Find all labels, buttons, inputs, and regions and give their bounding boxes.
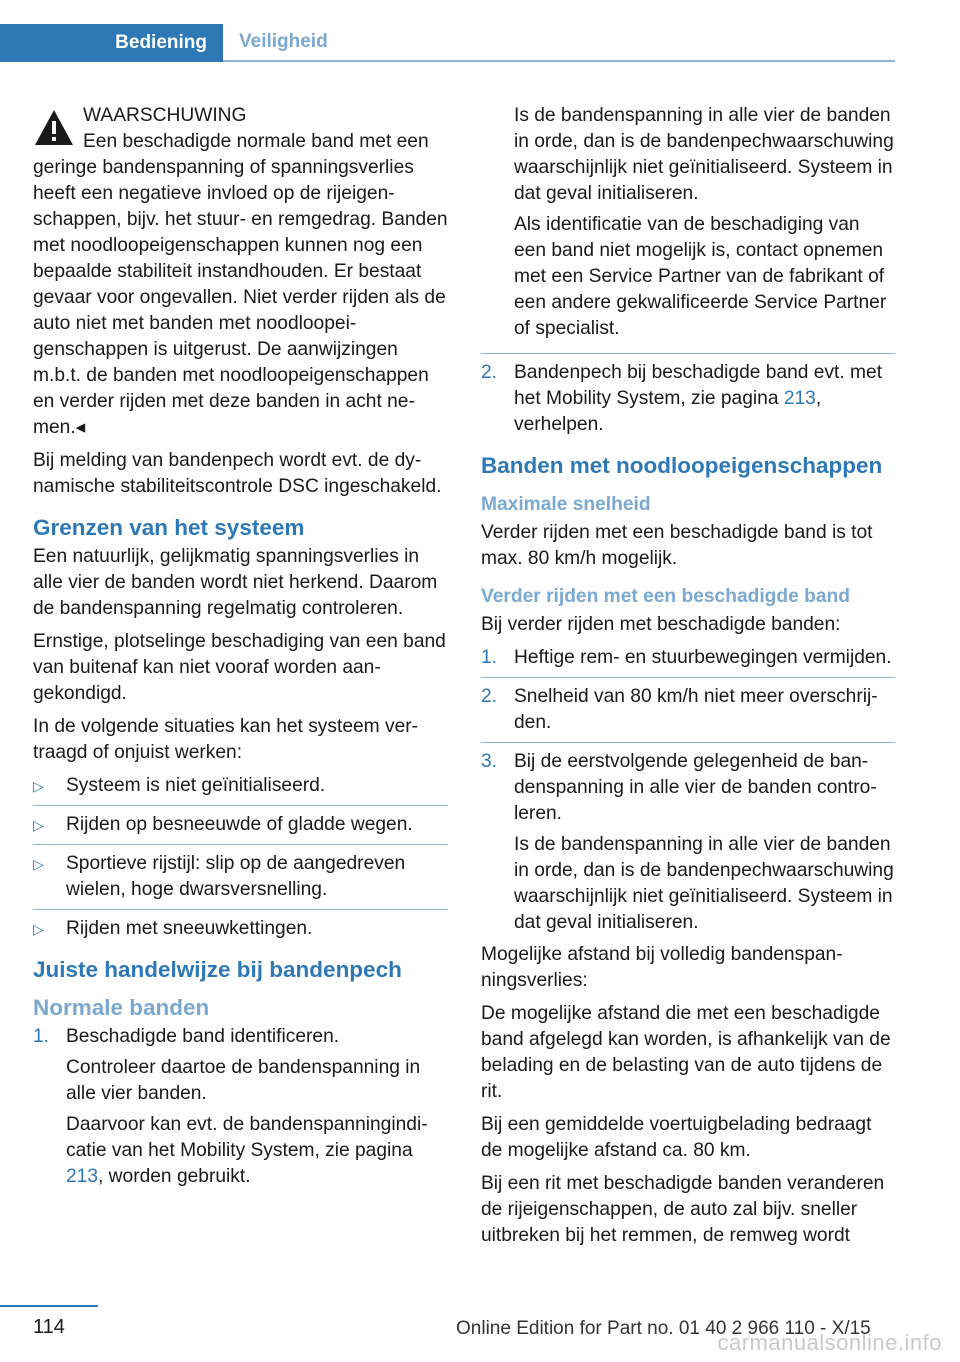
paragraph: Ernstige, plotselinge beschadiging van een band van buitenaf kan niet vooraf worden aangekondigd. [33, 631, 446, 704]
paragraph: Bij melding van bandenpech wordt evt. de dynamische stabiliteitscontrole DSC ingeschakeld. [33, 450, 442, 497]
page-link[interactable]: 213 [66, 1166, 99, 1187]
paragraph: Mogelijke afstand bij volledig bandenspanningsverlies: [481, 944, 843, 991]
triangle-bullet-icon: ▷ [33, 856, 44, 872]
step-subtext: Is de bandenspanning in alle vier de banden in orde, dan is de bandenpechwaarschuwing waarschijnlijk niet geïnitialiseerd. Systeem in dat geval initialiseren. [514, 834, 894, 933]
step-subtext: Controleer daartoe de bandenspanning in alle vier banden. [66, 1057, 421, 1104]
paragraph: Een natuurlijk, gelijkmatig spanningsverlies in alle vier de banden wordt niet herkend. Daarom de bandenspanning regelmatig controleren. [33, 546, 438, 619]
list-item: ▷ Rijden met sneeuwkettingen. [33, 916, 448, 942]
list-item [33, 1024, 448, 1190]
step-text: Snelheid van 80 km/h niet meer overschrijden. [514, 686, 878, 733]
step-subtext: Daarvoor kan evt. de bandenspanningindicatie van het Mobility System, zie pagina 213, worden gebruikt. [66, 1114, 428, 1187]
paragraph: Bij een rit met beschadigde banden veranderen de rijeigenschappen, de auto zal bijv. sneller uitbreken bij het remmen, de remweg wordt [481, 1173, 885, 1246]
paragraph: In de volgende situaties kan het systeem vertraagd of onjuist werken: [33, 716, 419, 763]
paragraph: Verder rijden met een beschadigde band is tot max. 80 km/h mogelijk. [481, 522, 873, 569]
step-subtext: Als identificatie van de beschadiging van een band niet mogelijk is, contact opnemen met een Service Partner van de fabrikant of een andere gekwalificeerde Service Partner of specialist. [514, 214, 887, 339]
list-item [481, 684, 895, 743]
bullet-list [33, 773, 448, 942]
tab-veiligheid[interactable]: Veiligheid [239, 31, 328, 52]
step-number: 2. [481, 686, 498, 707]
step-number: 1. [481, 647, 498, 668]
tab-bediening[interactable]: Bediening [0, 24, 223, 62]
heading-runflat: Banden met noodloopeigenschappen [481, 453, 883, 478]
paragraph: Bij een gemiddelde voertuigbelading bedraagt de mogelijke afstand ca. 80 km. [481, 1114, 872, 1161]
heading-continue-driving: Verder rijden met een beschadigde band [481, 586, 850, 607]
list-item [481, 103, 895, 354]
triangle-bullet-icon: ▷ [33, 921, 44, 937]
heading-normal-tyres: Normale banden [33, 995, 210, 1020]
list-item: ▷ Systeem is niet geïnitialiseerd. [33, 773, 448, 806]
list-item [481, 360, 895, 438]
heading-max-speed: Maximale snelheid [481, 494, 651, 515]
numbered-list [33, 1024, 448, 1190]
warning-title: WAARSCHUWING [83, 105, 247, 126]
header-tabs [0, 24, 895, 62]
page-link[interactable]: 213 [783, 388, 816, 409]
step-number: 3. [481, 751, 498, 772]
triangle-bullet-icon: ▷ [33, 778, 44, 794]
tab-underline [223, 60, 895, 62]
step-number: 2. [481, 362, 498, 383]
step-text: Bij de eerstvolgende gelegenheid de bandenspanning in alle vier de banden controleren. [514, 751, 877, 824]
warning-text: Een beschadigde normale band met een geringe bandenspanning of spanningsverlies heeft een negatieve invloed op de rijeigenschappen, bijv. het stuur- en remgedrag. Banden met noodloopeigenschappen kunnen nog een bepaalde stabiliteit instandhouden. Er bestaat gevaar voor ongevallen. Niet verder rijden als de auto niet met banden met noodloopeigenschappen is uitgerust. De aanwijzingen m.b.t. de banden met noodloopeigenschappen en verder rijden met deze banden in acht nemen.◂ [33, 131, 448, 438]
edition-note: Online Edition for Part no. 01 40 2 966 110 - X/15 [456, 1318, 871, 1339]
numbered-list-continued [481, 103, 895, 438]
watermark: carmanualsonline.info [717, 1330, 942, 1355]
warning-block [33, 103, 448, 441]
paragraph: Bij verder rijden met beschadigde banden: [481, 614, 841, 635]
step-text: Heftige rem- en stuurbewegingen vermijden. [514, 647, 892, 668]
left-column [33, 103, 448, 1196]
list-item [481, 645, 895, 678]
step-number: 1. [33, 1026, 50, 1047]
footer-rule [0, 1305, 98, 1307]
numbered-list [481, 645, 895, 936]
warning-triangle-icon [33, 107, 75, 149]
heading-limits: Grenzen van het systeem [33, 515, 305, 540]
triangle-bullet-icon: ▷ [33, 817, 44, 833]
page-number: 114 [33, 1316, 65, 1338]
paragraph: De mogelijke afstand die met een beschadigde band afgelegd kan worden, is afhankelijk van de belading en de belasting van de auto tijdens de rit. [481, 1003, 891, 1102]
heading-correct-action: Juiste handelwijze bij bandenpech [33, 957, 402, 982]
step-text: Beschadigde band identificeren. [66, 1026, 340, 1047]
list-item: ▷ Sportieve rijstijl: slip op de aangedreven wielen, hoge dwarsversnelling. [33, 851, 448, 910]
step-subtext: Is de bandenspanning in alle vier de banden in orde, dan is de bandenpechwaarschuwing waarschijnlijk niet geïnitialiseerd. Systeem in dat geval initialiseren. [514, 105, 894, 204]
right-column [481, 103, 895, 1256]
step-text: Bandenpech bij beschadigde band evt. met het Mobility System, zie pagina 213, verhelpen. [514, 362, 883, 435]
list-item [481, 749, 895, 936]
list-item: ▷ Rijden op besneeuwde of gladde wegen. [33, 812, 448, 845]
